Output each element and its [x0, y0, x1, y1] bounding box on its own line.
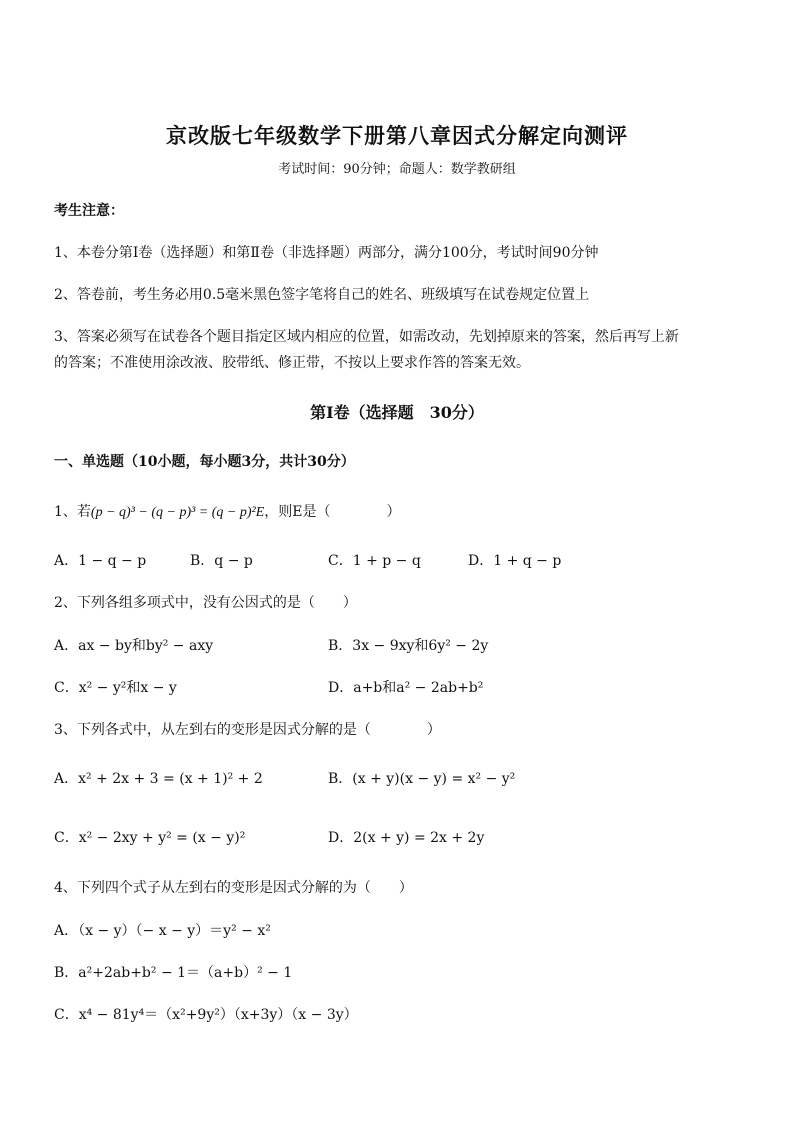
option-b[interactable]: B．q − p — [190, 553, 253, 569]
question-1-stem — [54, 501, 401, 521]
exam-subtitle: 考试时间：90分钟；命题人：数学教研组 — [278, 162, 516, 177]
notice-item: 2、答卷前，考生务必用0.5毫米黑色签字笔将自己的姓名、班级填写在试卷规定位置上 — [54, 287, 590, 303]
option-c[interactable]: C．x² − y²和x − y — [54, 680, 177, 696]
question-4-stem: 4、下列四个式子从左到右的变形是因式分解的为（ ） — [54, 880, 413, 896]
option-b[interactable]: B．3x − 9xy和6y² − 2y — [328, 638, 489, 654]
option-a[interactable]: A．（x − y）（− x − y）＝y² − x² — [54, 923, 271, 939]
page-title: 京改版七年级数学下册第八章因式分解定向测评 — [166, 123, 628, 148]
option-c[interactable]: C．1 + p − q — [328, 553, 421, 569]
option-a[interactable]: A．1 − q − p — [54, 553, 147, 569]
notice-item-continued: 的答案；不准使用涂改液、胶带纸、修正带，不按以上要求作答的答案无效。 — [54, 355, 530, 371]
option-c[interactable]: C．x⁴ − 81y⁴＝（x²+9y²）（x+3y）（x − 3y） — [54, 1007, 358, 1023]
question-1-suffix: ，则E是（ ） — [264, 504, 401, 520]
option-d[interactable]: D．a+b和a² − 2ab+b² — [328, 680, 484, 696]
option-c[interactable]: C．x² − 2xy + y² = (x − y)² — [54, 830, 246, 846]
notice-heading: 考生注意： — [54, 203, 124, 219]
option-b[interactable]: B．(x + y)(x − y) = x² − y² — [328, 771, 516, 787]
option-d[interactable]: D．1 + q − p — [468, 553, 562, 569]
question-1-math: (p − q)³ − (q − p)³ = (q − p)²E — [90, 505, 265, 520]
section-title: 第Ⅰ卷（选择题 30分） — [310, 403, 484, 422]
option-d[interactable]: D．2(x + y) = 2x + 2y — [328, 830, 485, 846]
option-a[interactable]: A．x² + 2x + 3 = (x + 1)² + 2 — [54, 771, 263, 787]
part-heading: 一、单选题（10小题，每小题3分，共计30分） — [54, 454, 355, 470]
notice-item: 3、答案必须写在试卷各个题目指定区域内相应的位置，如需改动，先划掉原来的答案，然后再写上新 — [54, 329, 679, 345]
option-a[interactable]: A．ax − by和by² − axy — [54, 638, 214, 654]
question-2-stem: 2、下列各组多项式中，没有公因式的是（ ） — [54, 595, 357, 611]
notice-item: 1、本卷分第Ⅰ卷（选择题）和第Ⅱ卷（非选择题）两部分，满分100分，考试时间90分钟 — [54, 245, 599, 261]
option-b[interactable]: B．a²+2ab+b² − 1＝（a+b）² − 1 — [54, 965, 293, 981]
question-3-stem: 3、下列各式中，从左到右的变形是因式分解的是（ ） — [54, 722, 441, 738]
question-1-prefix: 1、若 — [54, 504, 91, 520]
